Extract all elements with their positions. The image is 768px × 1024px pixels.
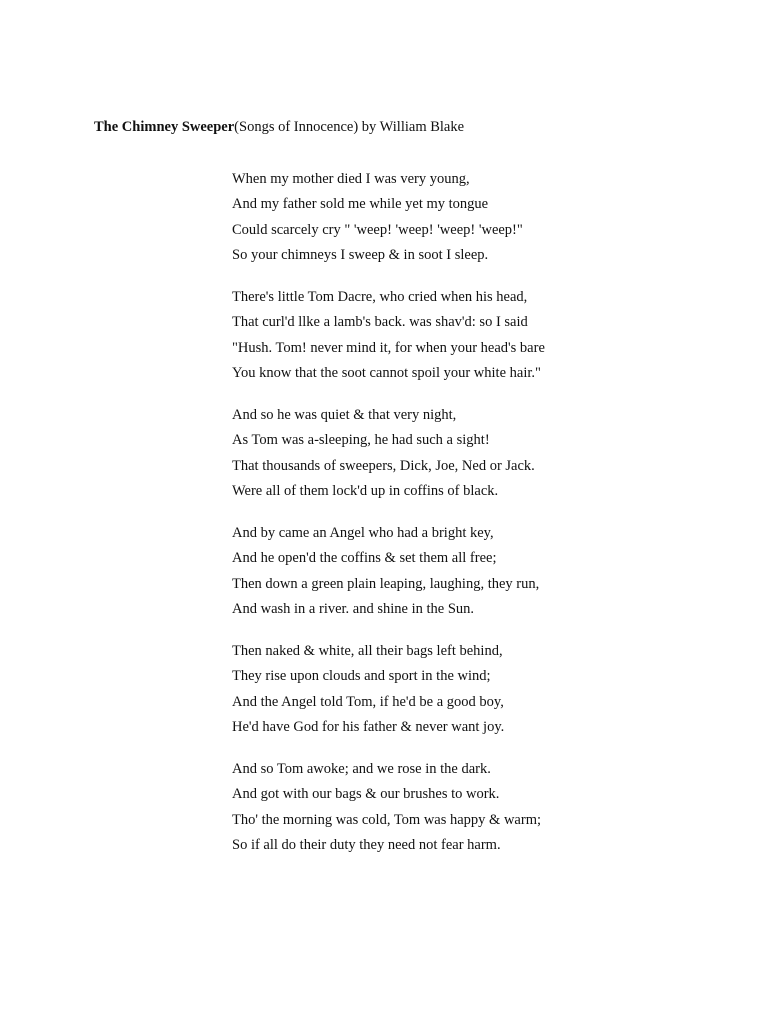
verse-line: And so Tom awoke; and we rose in the dark. bbox=[232, 761, 491, 777]
verse-line: And he open'd the coffins & set them all free; bbox=[232, 550, 497, 567]
poem-title: The Chimney Sweeper bbox=[94, 119, 235, 135]
verse-line: And my father sold me while yet my tongue bbox=[232, 196, 489, 213]
stanza-2 bbox=[232, 286, 545, 387]
verse-line: Then down a green plain leaping, laughing, they run, bbox=[232, 575, 540, 592]
verse-line: They rise upon clouds and sport in the wind; bbox=[232, 668, 491, 685]
verse-line: As Tom was a-sleeping, he had such a sight! bbox=[232, 432, 490, 449]
verse-line: And got with our bags & our brushes to work. bbox=[232, 786, 500, 803]
verse-line: You know that the soot cannot spoil your white hair." bbox=[232, 364, 541, 381]
document-title bbox=[94, 117, 464, 137]
verse-line: So your chimneys I sweep & in soot I sleep. bbox=[232, 246, 489, 263]
verse-line: Tho' the morning was cold, Tom was happy & warm; bbox=[232, 811, 542, 828]
verse-line: There's little Tom Dacre, who cried when his head, bbox=[232, 289, 528, 305]
verse-line: Then naked & white, all their bags left behind, bbox=[232, 643, 503, 659]
stanza-3 bbox=[232, 404, 545, 505]
verse-line: And so he was quiet & that very night, bbox=[232, 407, 457, 423]
verse-line: That thousands of sweepers, Dick, Joe, Ned or Jack. bbox=[232, 457, 535, 474]
stanza-6 bbox=[232, 758, 545, 859]
verse-line: And the Angel told Tom, if he'd be a good boy, bbox=[232, 693, 504, 710]
verse-line: Were all of them lock'd up in coffins of black. bbox=[232, 482, 499, 499]
poem-subtitle-author: (Songs of Innocence) by William Blake bbox=[234, 119, 465, 135]
stanza-5 bbox=[232, 640, 545, 741]
verse-line: When my mother died I was very young, bbox=[232, 171, 470, 187]
poem-body bbox=[232, 168, 545, 859]
verse-line: He'd have God for his father & never want joy. bbox=[232, 718, 505, 735]
verse-line: So if all do their duty they need not fear harm. bbox=[232, 836, 501, 853]
stanza-1 bbox=[232, 168, 545, 269]
verse-line: Could scarcely cry " 'weep! 'weep! 'weep! 'weep!" bbox=[232, 221, 523, 238]
verse-line: And wash in a river. and shine in the Sun. bbox=[232, 600, 475, 617]
verse-line: That curl'd llke a lamb's back. was shav'd: so I said bbox=[232, 314, 528, 331]
stanza-4 bbox=[232, 522, 545, 623]
verse-line: "Hush. Tom! never mind it, for when your head's bare bbox=[232, 339, 545, 356]
verse-line: And by came an Angel who had a bright key, bbox=[232, 525, 494, 541]
